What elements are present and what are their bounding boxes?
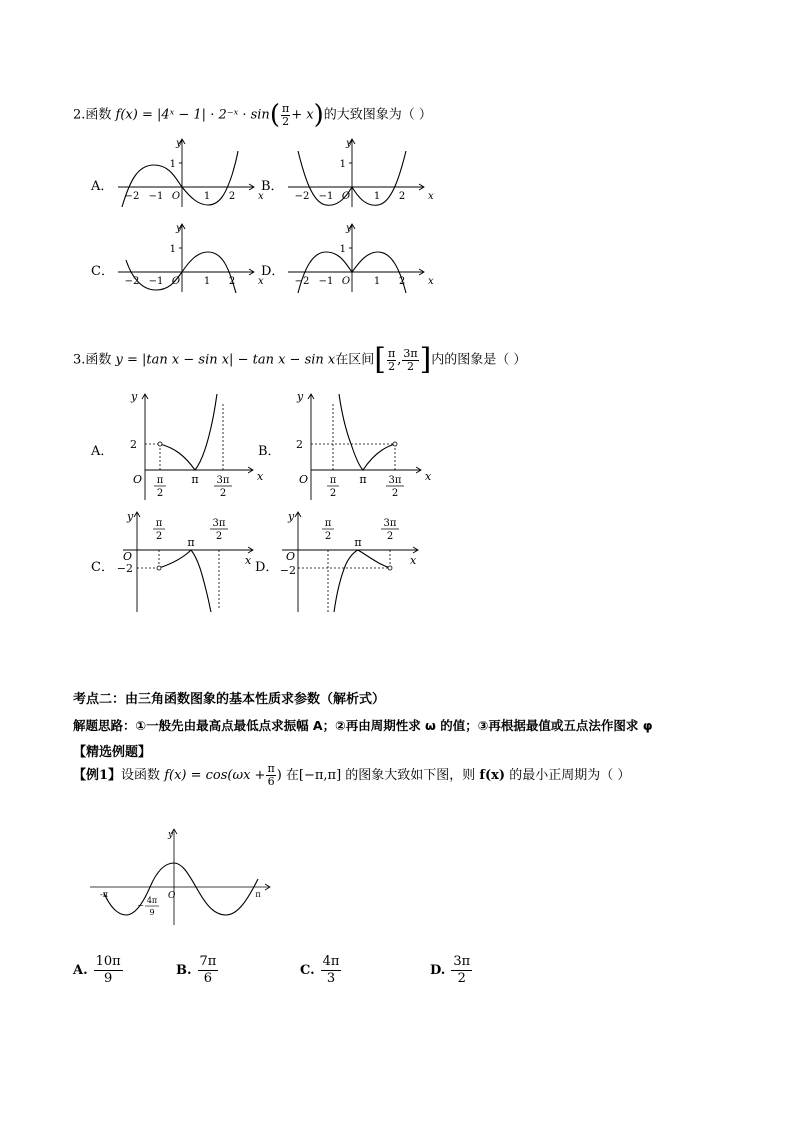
q3-a-tick-3pi-den: 2 — [219, 488, 227, 499]
q2-graph-b[interactable] — [280, 135, 434, 210]
ex1-stem-a: 设函数 — [121, 768, 165, 783]
q3-option-a-label[interactable]: A． — [91, 444, 114, 459]
ex1-answer-a-den: 9 — [104, 971, 113, 986]
q3-d-tick-half-pi-num: π — [324, 518, 332, 529]
q3-curve-d — [334, 550, 390, 612]
q3-d-open-point — [388, 566, 392, 570]
q2-c-y-label: y — [176, 223, 182, 234]
q2-c-tick-n2: −2 — [124, 276, 140, 287]
ex1-answer-b[interactable] — [176, 954, 218, 987]
q3-option-c-label[interactable]: C． — [91, 560, 114, 575]
ex1-tick-neg-pi: -π — [100, 890, 108, 899]
ex1-frac: $\frac{\pi}{6}$ — [267, 762, 275, 788]
q3-frac-2: $\frac{3\pi}{2}$ — [403, 346, 418, 373]
q2-a-tick-one: 1 — [169, 159, 176, 170]
ex1-answer-d-label: D. — [430, 963, 446, 978]
ex1-answer-b-den: 6 — [203, 971, 213, 986]
q2-expression: f(x) = |4ˣ − 1| · 2⁻ˣ · sin — [115, 107, 270, 123]
q3-number: 3. — [73, 352, 86, 368]
q3-curve-c — [159, 550, 211, 612]
q3-axes-d — [279, 512, 418, 612]
q3-d-guides — [298, 550, 390, 612]
q2-stem-b: 的大致图象为（ ） — [323, 107, 432, 123]
q3-option-d-label[interactable]: D． — [255, 560, 279, 575]
q2-graph-c[interactable] — [110, 220, 264, 295]
q2-a-x-label: x — [258, 191, 264, 202]
q3-d-tick-pi: π — [354, 536, 362, 549]
section2-heading: 考点二：由三角函数图象的基本性质求参数（解析式） — [73, 692, 386, 707]
ex1-y-label: y — [168, 830, 174, 840]
q2-graph-d[interactable] — [280, 220, 434, 295]
q3-c-tick-half-pi-num: π — [155, 518, 163, 529]
q2-a-tick-p1: 1 — [203, 191, 211, 202]
ex1-stem-b: 的最小正周期为（ ） — [505, 768, 631, 783]
q2-c-x-label: x — [258, 276, 264, 287]
q2-d-y-label: y — [346, 223, 352, 234]
ex1-tick-pi: π — [255, 890, 261, 899]
ex1-stem-mid: 在[−π,π] 的图象大致如下图，则 — [281, 768, 480, 783]
q3-c-origin: O — [123, 550, 133, 563]
q3-curve-a — [160, 394, 217, 470]
q3-c-tick-neg-two: −2 — [116, 562, 133, 575]
ex1-answer-b-num: 7π — [199, 954, 217, 969]
q3-c-x-label: x — [245, 554, 252, 567]
q3-option-b-label[interactable]: B． — [258, 444, 281, 459]
q3-b-tick-two: 2 — [296, 438, 303, 451]
q2-plus-x: + x — [291, 107, 314, 123]
q3-d-x-label: x — [410, 554, 417, 567]
q3-b-origin: O — [299, 473, 309, 486]
q2-option-c-label[interactable]: C． — [91, 264, 114, 279]
q3-d-origin: O — [286, 550, 296, 563]
q3-curve-b — [339, 394, 395, 470]
q2-b-tick-one: 1 — [339, 159, 346, 170]
ex1-answer-c-den: 3 — [326, 971, 336, 986]
q3-a-tick-pi: π — [191, 473, 199, 486]
q2-a-y-label: y — [176, 138, 182, 149]
q3-a-open-point — [158, 442, 162, 446]
q2-a-origin: O — [171, 191, 181, 202]
ex1-stem — [73, 763, 630, 788]
ex1-fx: f(x) — [479, 768, 506, 783]
q3-b-guides — [311, 404, 395, 470]
q2-a-tick-n2: −2 — [124, 191, 140, 202]
q3-b-tick-3pi-num: 3π — [388, 475, 402, 486]
section2-selected: 【精选例题】 — [73, 745, 152, 760]
q2-b-tick-n1: −1 — [318, 191, 334, 202]
q2-d-tick-one: 1 — [339, 244, 346, 255]
q3-d-tick-half-pi-den: 2 — [324, 531, 332, 542]
q2-option-b-label[interactable]: B． — [261, 179, 284, 194]
q3-stem-mid: 在区间 — [335, 352, 375, 368]
q3-d-tick-neg-two: −2 — [279, 564, 296, 577]
q3-d-tick-3pi-num: 3π — [383, 518, 397, 529]
q2-c-tick-one: 1 — [169, 244, 176, 255]
ex1-tag: 【例1】 — [73, 768, 122, 783]
q2-c-tick-n1: −1 — [148, 276, 164, 287]
q2-number: 2. — [73, 107, 86, 123]
q3-a-y-label: y — [131, 390, 138, 403]
q2-b-tick-p1: 1 — [373, 191, 381, 202]
q3-a-tick-half-pi-num: π — [156, 475, 164, 486]
q3-d-tick-3pi-den: 2 — [386, 531, 394, 542]
q3-graph-a[interactable] — [115, 388, 265, 500]
ex1-close: ) — [276, 768, 282, 783]
q3-stem-b: 内的图象是（ ） — [431, 352, 527, 368]
q3-b-y-label: y — [297, 390, 304, 403]
q2-d-x-label: x — [428, 276, 434, 287]
ex1-curve — [104, 863, 261, 915]
ex1-answer-d-num: 3π — [453, 954, 471, 969]
ex1-answer-c-num: 4π — [322, 954, 340, 969]
ex1-tick-neg-sign: − — [137, 901, 144, 910]
ex1-origin: O — [168, 891, 176, 901]
q2-d-origin: O — [341, 276, 351, 287]
q2-b-tick-n2: −2 — [294, 191, 310, 202]
q2-option-a-label[interactable]: A． — [91, 179, 114, 194]
q3-b-tick-half-pi-num: π — [329, 475, 337, 486]
ex1-answer-d[interactable] — [430, 954, 472, 987]
ex1-answer-d-den: 2 — [457, 971, 466, 986]
ex1-answer-a[interactable] — [73, 954, 123, 987]
q3-b-tick-3pi-den: 2 — [391, 488, 399, 499]
q3-b-tick-half-pi-den: 2 — [329, 488, 337, 499]
q2-d-tick-p1: 1 — [373, 276, 381, 287]
q2-a-tick-n1: −1 — [148, 191, 164, 202]
q2-c-tick-p1: 1 — [203, 276, 211, 287]
q3-axes-c — [123, 512, 253, 612]
ex1-answer-b-label: B. — [176, 963, 192, 978]
q3-c-y-label: y — [127, 510, 134, 523]
ex1-tick-4pi-den: 9 — [149, 908, 155, 917]
ex1-graph[interactable] — [88, 823, 278, 928]
ex1-expression: f(x) = cos(ωx + — [164, 768, 266, 783]
q3-c-tick-3pi-den: 2 — [215, 531, 223, 542]
q3-c-tick-half-pi-den: 2 — [155, 531, 163, 542]
q3-stem: 3.函数 y = |tan x − sin x| − tan x − sin x在区间[ $\frac{\pi}{2}$ , $\frac{3\pi}{2}$ ]内的图象是（ ） — [73, 342, 527, 377]
q2-b-y-label: y — [346, 138, 352, 149]
q2-b-tick-p2: 2 — [398, 191, 406, 202]
q2-stem: 2.函数 f(x) = |4ˣ − 1| · 2⁻ˣ · sin( $\frac{\pi}{2}$ + x)的大致图象为（ ） — [73, 100, 432, 130]
q2-d-tick-p2: 2 — [398, 276, 406, 287]
q2-curve-c — [126, 252, 236, 293]
q2-stem-a: 函数 — [85, 107, 116, 123]
q3-stem-a: 函数 — [85, 352, 116, 368]
q3-b-tick-pi: π — [359, 473, 367, 486]
q2-b-x-label: x — [428, 191, 434, 202]
q3-expression: y = |tan x − sin x| − tan x − sin x — [115, 352, 336, 368]
q3-a-guides — [145, 404, 223, 470]
ex1-answer-a-label: A. — [73, 963, 88, 978]
q2-frac: $\frac{\pi}{2}$ — [281, 101, 290, 128]
section2-idea: 解题思路：①一般先由最高点最低点求振幅 A；②再由周期性求 ω 的值；③再根据最值或五点法作图求 φ — [73, 718, 653, 733]
q3-b-x-label: x — [425, 470, 432, 483]
q3-c-tick-3pi-num: 3π — [212, 518, 226, 529]
ex1-answer-c-label: C. — [300, 963, 315, 978]
q2-d-tick-n1: −1 — [318, 276, 334, 287]
q3-b-open-point — [393, 442, 397, 446]
q3-a-tick-3pi-num: 3π — [216, 475, 230, 486]
q3-graph-d[interactable] — [280, 508, 430, 613]
q3-a-origin: O — [133, 473, 143, 486]
q3-c-tick-pi: π — [187, 536, 195, 549]
q3-c-open-point — [157, 566, 161, 570]
q3-a-x-label: x — [257, 470, 264, 483]
q3-a-tick-two: 2 — [130, 438, 137, 451]
ex1-answer-a-num: 10π — [95, 954, 121, 969]
q3-a-tick-half-pi-den: 2 — [156, 488, 164, 499]
q2-d-tick-n2: −2 — [294, 276, 310, 287]
q2-graph-a[interactable] — [110, 135, 264, 210]
q2-a-tick-p2: 2 — [228, 191, 236, 202]
q3-graph-b[interactable] — [283, 388, 433, 500]
q2-option-d-label[interactable]: D． — [261, 264, 285, 279]
q3-graph-c[interactable] — [115, 508, 265, 613]
q3-c-guides — [137, 550, 219, 608]
ex1-answer-c[interactable] — [300, 954, 341, 987]
q3-frac-1: $\frac{\pi}{2}$ — [387, 346, 396, 373]
q2-c-origin: O — [171, 276, 181, 287]
q3-d-y-label: y — [288, 510, 295, 523]
q2-b-origin: O — [341, 191, 351, 202]
ex1-axes — [90, 829, 270, 925]
ex1-tick-4pi-num: 4π — [146, 896, 158, 905]
q2-c-tick-p2: 2 — [228, 276, 236, 287]
